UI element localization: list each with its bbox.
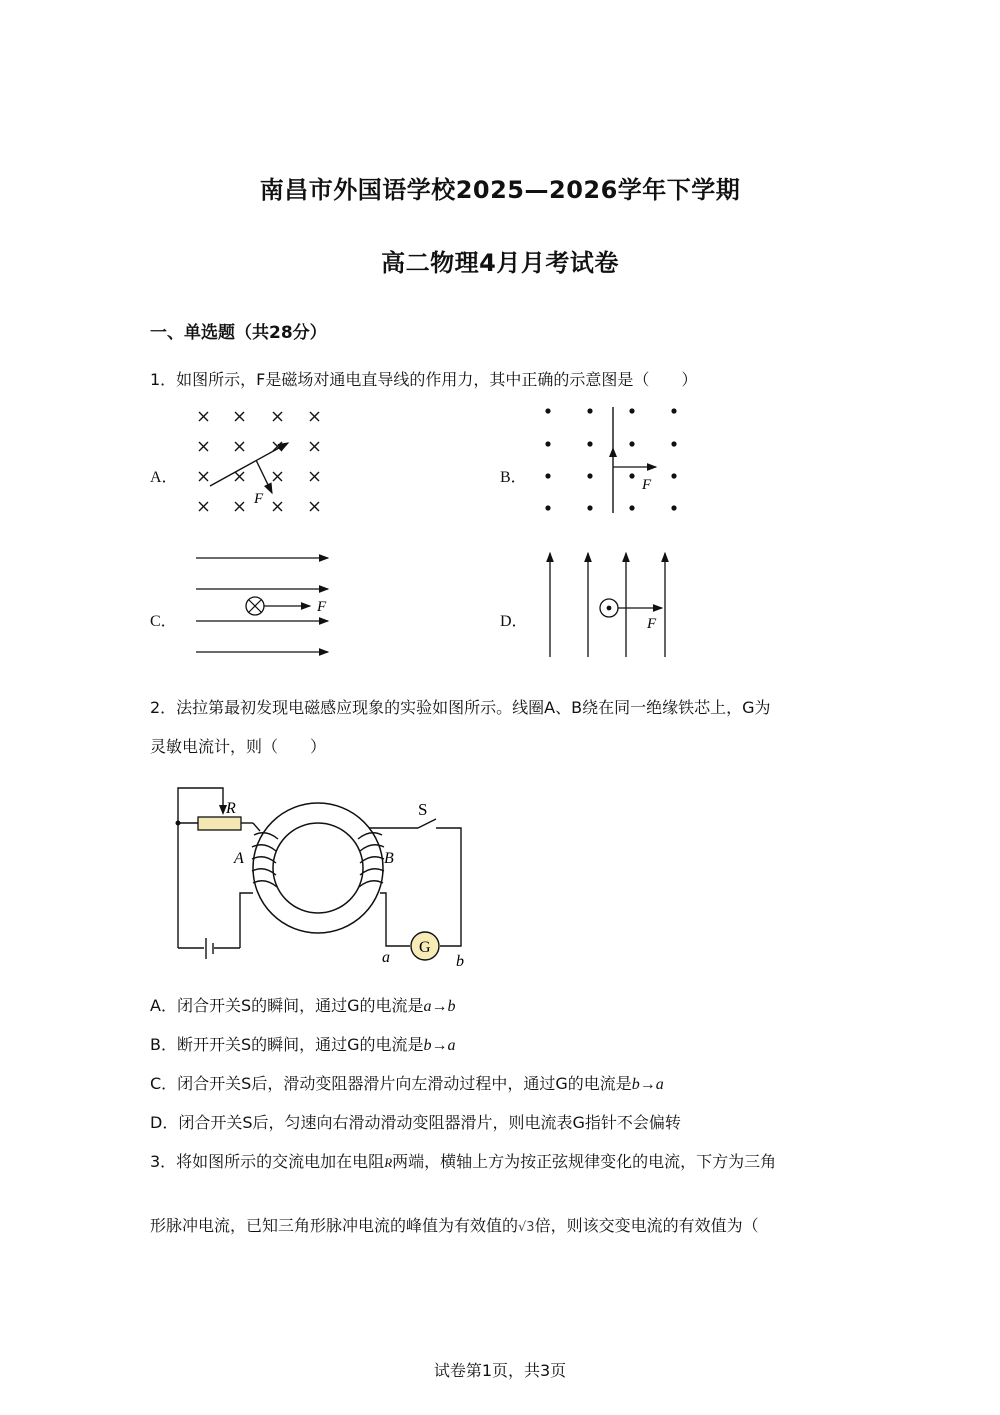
q1-option-c-label: C．	[150, 613, 177, 630]
coil-a-label: A	[234, 850, 244, 867]
terminal-b-label: b	[456, 953, 464, 970]
exam-subtitle: 高二物理4月月考试卷	[381, 249, 619, 277]
question-3-stem-line1: 3．将如图所示的交流电加在电阻R两端，横轴上方为按正弦规律变化的电流，下方为三角	[150, 1152, 777, 1171]
q2-option-c: C．闭合开关S后，滑动变阻器滑片向左滑动过程中，通过G的电流是b→a	[150, 1074, 664, 1093]
question-2-stem-line1: 2．法拉第最初发现电磁感应现象的实验如图所示。线圈A、B绕在同一绝缘铁芯上，G为	[150, 698, 771, 717]
q1-option-b-label: B．	[500, 469, 527, 486]
q1-figure-c	[193, 548, 341, 660]
current-wire	[210, 443, 288, 486]
question-2-stem-line2: 灵敏电流计，则（ ）	[150, 737, 327, 756]
force-label: F	[317, 599, 327, 615]
page-footer: 试卷第1页，共3页	[433, 1361, 567, 1380]
switch-label: S	[418, 800, 428, 819]
rheostat	[198, 817, 241, 830]
exam-title: 南昌市外国语学校2025—2026学年下学期	[259, 176, 741, 204]
q1-option-a-label: A．	[150, 469, 178, 486]
switch-blade	[418, 819, 436, 828]
coil-b-label: B	[384, 850, 394, 867]
field-dots	[545, 408, 676, 510]
iron-core-inner	[273, 823, 363, 913]
q1-option-d-label: D．	[500, 613, 528, 630]
galvanometer-label: G	[419, 939, 431, 956]
force-arrow	[256, 460, 272, 493]
question-3-stem-line2: 形脉冲电流，已知三角形脉冲电流的峰值为有效值的√3倍，则该交变电流的有效值为（	[150, 1216, 759, 1235]
q1-figure-b	[538, 403, 683, 518]
q2-option-a: A．闭合开关S的瞬间，通过G的电流是a→b	[150, 996, 456, 1015]
rheostat-label: R	[226, 800, 236, 817]
q2-option-d: D．闭合开关S后，匀速向右滑动滑动变阻器滑片，则电流表G指针不会偏转	[150, 1113, 681, 1132]
q1-figure-d	[540, 545, 680, 660]
q1-figure-a	[190, 403, 335, 521]
q2-option-b: B．断开开关S的瞬间，通过G的电流是b→a	[150, 1035, 456, 1054]
section-heading: 一、单选题（共28分）	[150, 323, 327, 343]
force-label: F	[254, 491, 264, 507]
q2-circuit-figure	[168, 783, 478, 973]
force-label: F	[647, 616, 657, 632]
question-1-stem: 1．如图所示，F是磁场对通电直导线的作用力，其中正确的示意图是（ ）	[150, 370, 698, 389]
force-label: F	[642, 477, 652, 493]
terminal-a-label: a	[382, 949, 390, 966]
